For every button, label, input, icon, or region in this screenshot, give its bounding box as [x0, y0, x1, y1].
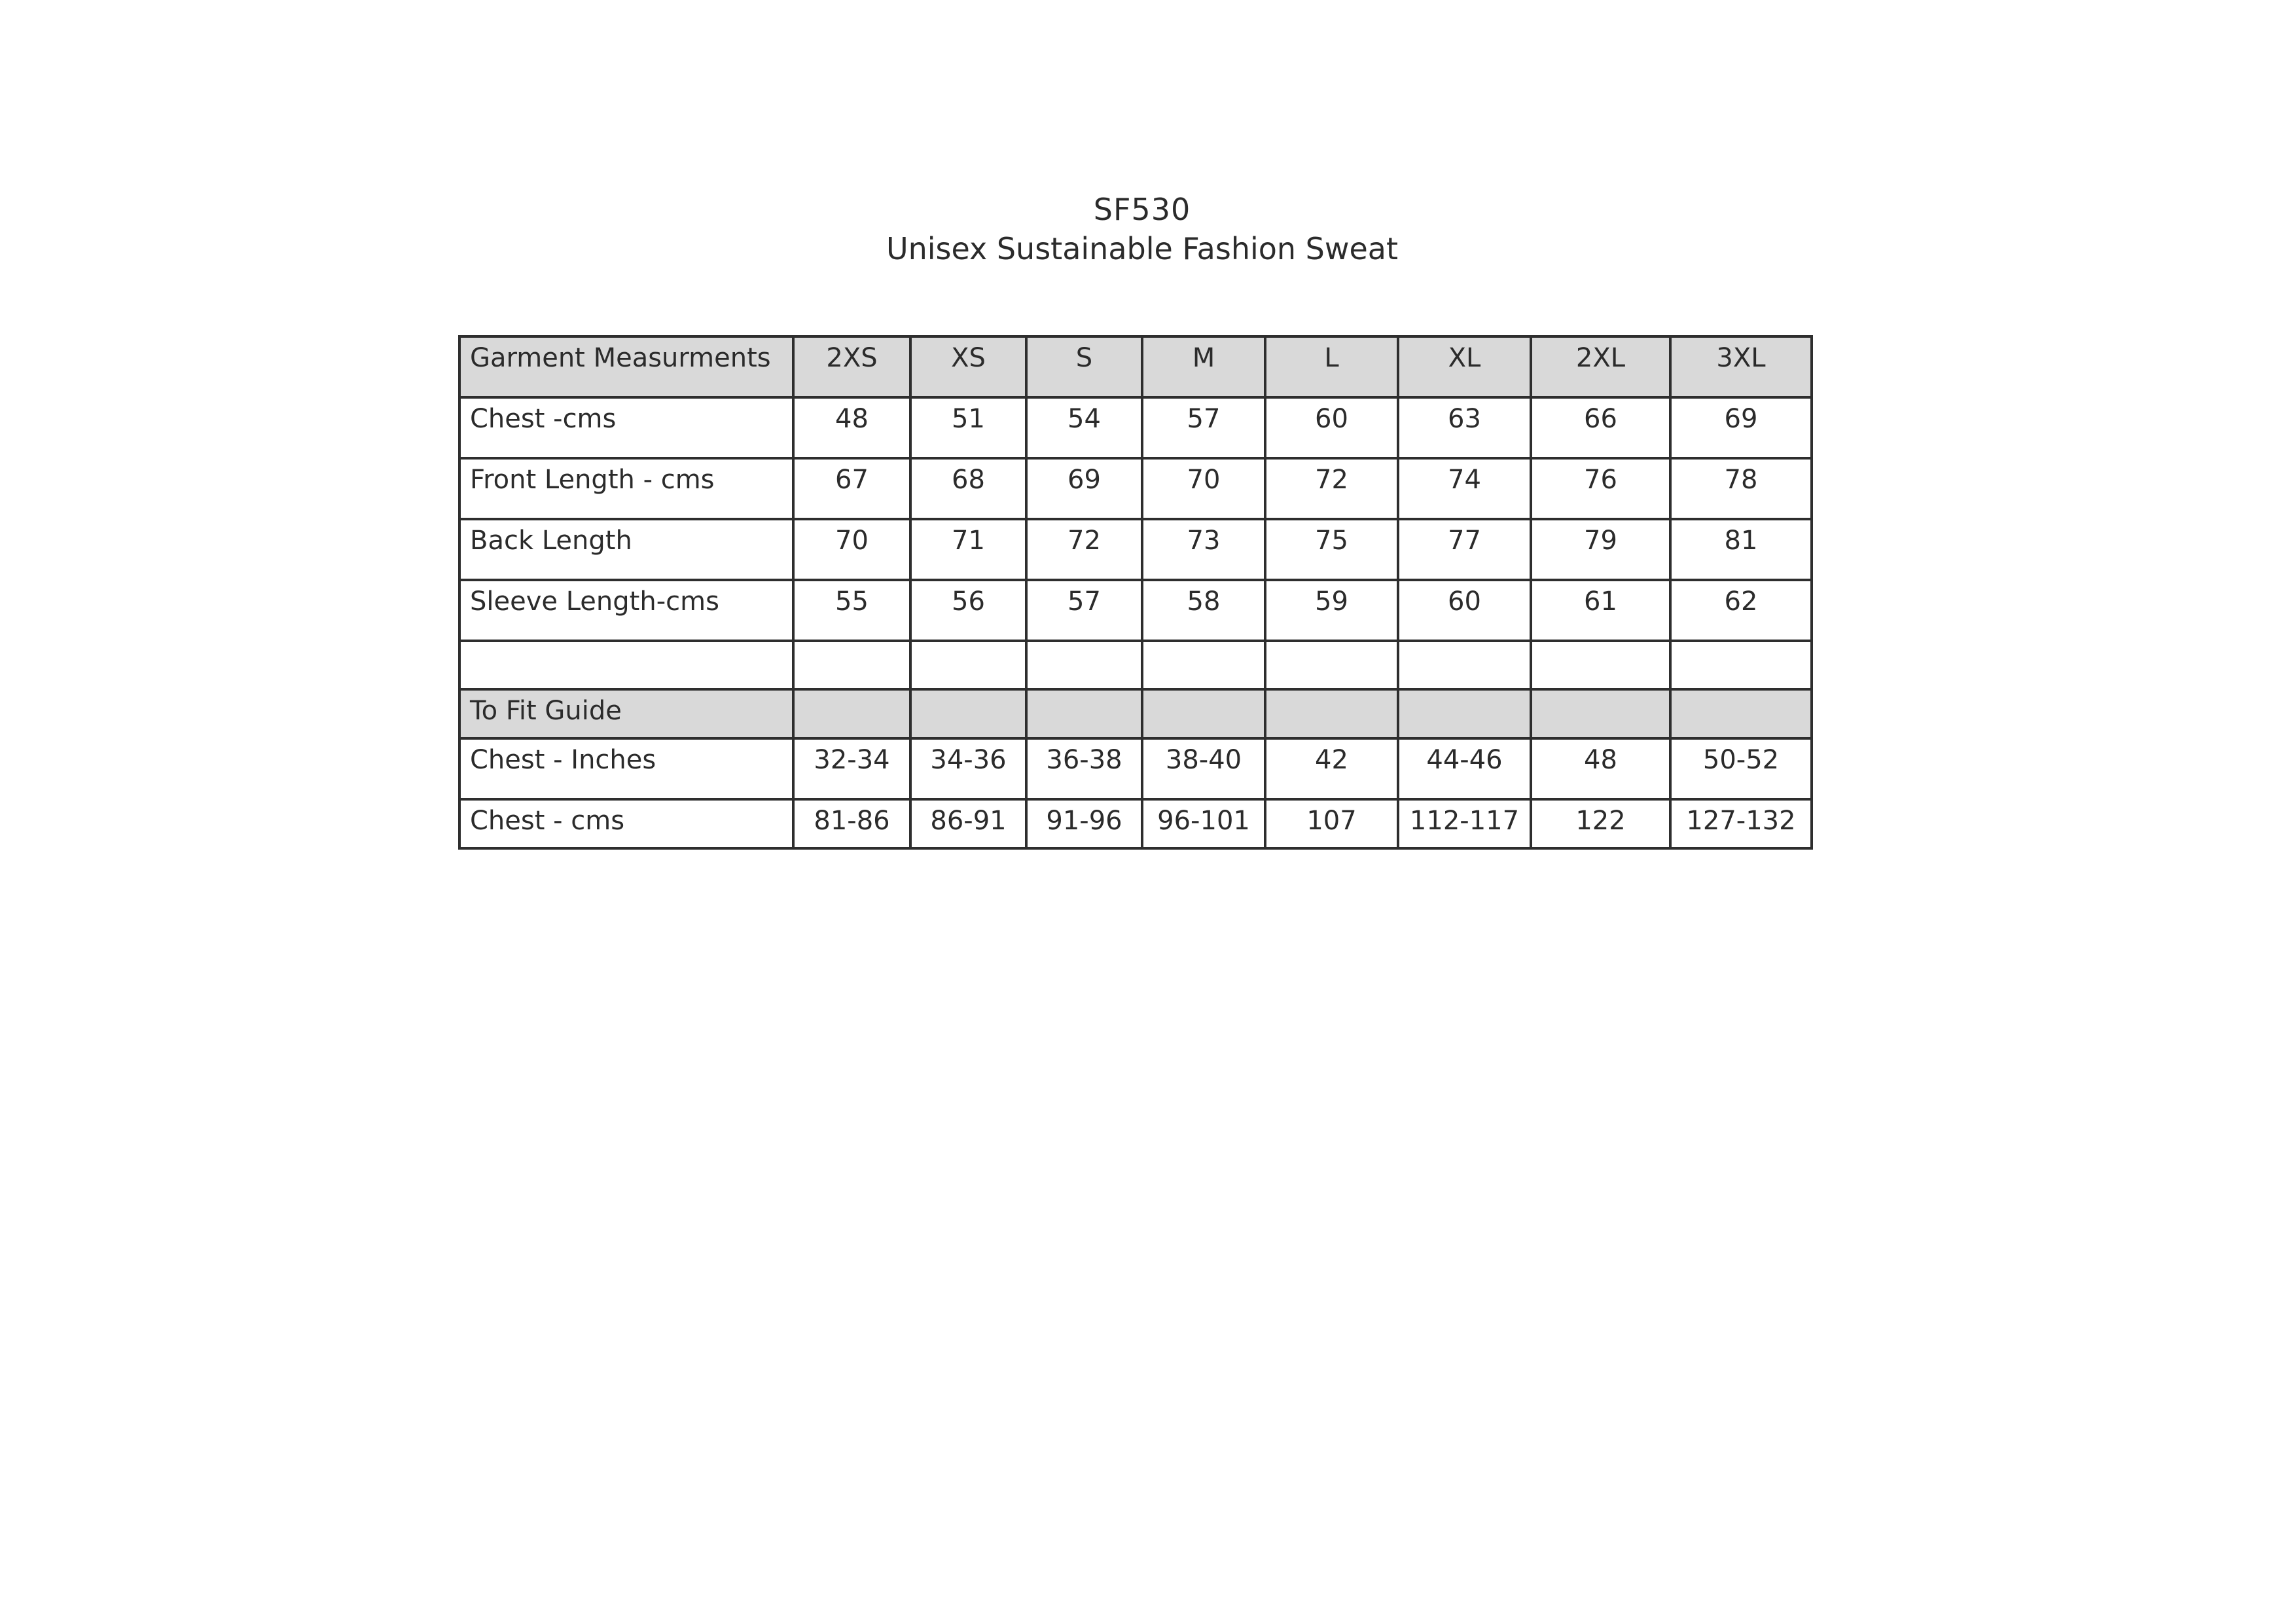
table-cell: 96-101	[1142, 799, 1265, 848]
table-cell: 57	[1026, 580, 1142, 641]
table-cell: 61	[1531, 580, 1670, 641]
document-title	[0, 190, 2284, 268]
table-cell: 55	[793, 580, 910, 641]
table-cell: 48	[793, 397, 910, 458]
table-row	[459, 738, 1812, 799]
table-cell: 50-52	[1670, 738, 1812, 799]
size-header-cell: 2XL	[1531, 336, 1670, 397]
table-cell: 107	[1265, 799, 1398, 848]
table-cell: 75	[1265, 519, 1398, 580]
empty-cell	[1398, 689, 1531, 738]
table-cell: 59	[1265, 580, 1398, 641]
table-cell: 72	[1026, 519, 1142, 580]
table-cell: 34-36	[910, 738, 1026, 799]
row-label: Front Length - cms	[459, 458, 793, 519]
table-cell: 56	[910, 580, 1026, 641]
table-cell: 77	[1398, 519, 1531, 580]
table-cell: 66	[1531, 397, 1670, 458]
table-cell: 32-34	[793, 738, 910, 799]
table-cell: 73	[1142, 519, 1265, 580]
empty-cell	[1142, 641, 1265, 689]
row-label: Sleeve Length-cms	[459, 580, 793, 641]
table-cell: 51	[910, 397, 1026, 458]
empty-cell	[793, 641, 910, 689]
product-name: Unisex Sustainable Fashion Sweat	[886, 231, 1399, 266]
fit-guide-header-row	[459, 689, 1812, 738]
table-cell: 60	[1265, 397, 1398, 458]
empty-cell	[1142, 689, 1265, 738]
table-cell: 74	[1398, 458, 1531, 519]
empty-cell	[1531, 641, 1670, 689]
table-cell: 72	[1265, 458, 1398, 519]
table-cell: 44-46	[1398, 738, 1531, 799]
table-cell: 42	[1265, 738, 1398, 799]
table-row	[459, 458, 1812, 519]
table-cell: 48	[1531, 738, 1670, 799]
header-label-cell: Garment Measurments	[459, 336, 793, 397]
table-cell: 63	[1398, 397, 1531, 458]
empty-cell	[1026, 689, 1142, 738]
size-chart-table	[458, 335, 1813, 850]
empty-cell	[1670, 689, 1812, 738]
table-cell: 86-91	[910, 799, 1026, 848]
table-row	[459, 799, 1812, 848]
table-cell: 81-86	[793, 799, 910, 848]
table-cell: 36-38	[1026, 738, 1142, 799]
row-label: Back Length	[459, 519, 793, 580]
product-code: SF530	[1093, 192, 1191, 227]
table-cell: 76	[1531, 458, 1670, 519]
empty-cell	[910, 689, 1026, 738]
table-cell: 127-132	[1670, 799, 1812, 848]
empty-cell	[1026, 641, 1142, 689]
table-row	[459, 580, 1812, 641]
table-cell: 57	[1142, 397, 1265, 458]
size-header-row	[459, 336, 1812, 397]
empty-cell	[910, 641, 1026, 689]
table-cell: 68	[910, 458, 1026, 519]
table-cell: 69	[1026, 458, 1142, 519]
empty-cell	[1531, 689, 1670, 738]
table-row	[459, 519, 1812, 580]
table-cell: 62	[1670, 580, 1812, 641]
table-cell: 112-117	[1398, 799, 1531, 848]
row-label: Chest - Inches	[459, 738, 793, 799]
empty-cell	[1670, 641, 1812, 689]
table-cell: 91-96	[1026, 799, 1142, 848]
empty-cell	[1398, 641, 1531, 689]
size-header-cell: 2XS	[793, 336, 910, 397]
fit-guide-label: To Fit Guide	[459, 689, 793, 738]
size-header-cell: M	[1142, 336, 1265, 397]
table-cell: 122	[1531, 799, 1670, 848]
table-cell: 58	[1142, 580, 1265, 641]
table-cell: 60	[1398, 580, 1531, 641]
table-row	[459, 397, 1812, 458]
table-cell: 78	[1670, 458, 1812, 519]
table-cell: 70	[1142, 458, 1265, 519]
size-header-cell: L	[1265, 336, 1398, 397]
empty-cell	[1265, 641, 1398, 689]
empty-cell	[459, 641, 793, 689]
row-label: Chest -cms	[459, 397, 793, 458]
row-label: Chest - cms	[459, 799, 793, 848]
table-cell: 54	[1026, 397, 1142, 458]
table-cell: 81	[1670, 519, 1812, 580]
empty-cell	[1265, 689, 1398, 738]
empty-row	[459, 641, 1812, 689]
size-header-cell: XL	[1398, 336, 1531, 397]
empty-cell	[793, 689, 910, 738]
size-header-cell: S	[1026, 336, 1142, 397]
table-cell: 70	[793, 519, 910, 580]
table-cell: 79	[1531, 519, 1670, 580]
table-cell: 67	[793, 458, 910, 519]
size-header-cell: 3XL	[1670, 336, 1812, 397]
size-header-cell: XS	[910, 336, 1026, 397]
table-cell: 71	[910, 519, 1026, 580]
table-cell: 38-40	[1142, 738, 1265, 799]
table-cell: 69	[1670, 397, 1812, 458]
